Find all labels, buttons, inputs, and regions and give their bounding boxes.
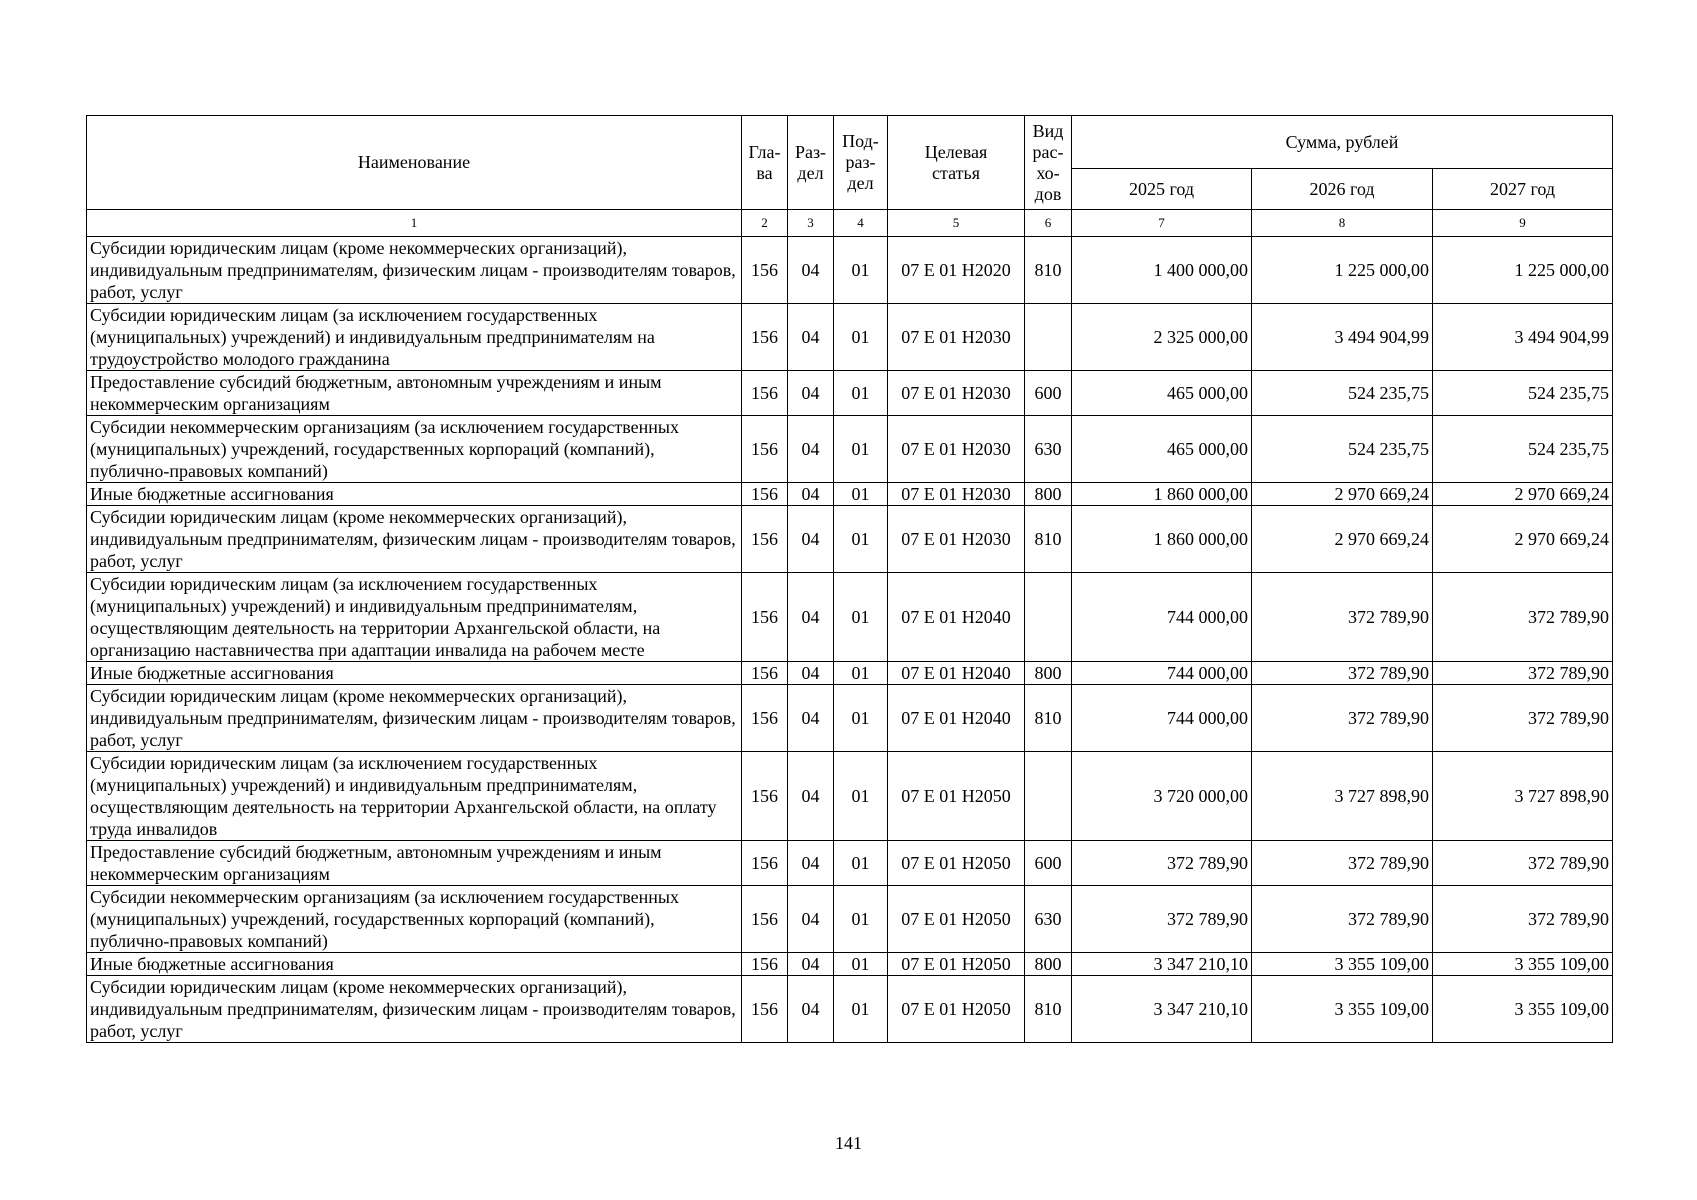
header-2026-label: 2026 год (1309, 178, 1375, 199)
cell-subsection: 01 (834, 506, 888, 573)
cell-chapter: 156 (742, 416, 788, 483)
cell-subsection: 01 (834, 976, 888, 1043)
cell-chapter: 156 (742, 976, 788, 1043)
cell-sum-2026: 2 970 669,24 (1252, 506, 1433, 573)
cell-chapter: 156 (742, 573, 788, 662)
col-num: 9 (1433, 210, 1613, 237)
cell-section: 04 (788, 416, 834, 483)
cell-sum-2025: 465 000,00 (1072, 371, 1252, 416)
cell-section: 04 (788, 886, 834, 953)
budget-table (86, 115, 1613, 1043)
table-row (87, 976, 1613, 1043)
cell-target-article: 07 Е 01 Н2040 (888, 573, 1025, 662)
cell-subsection: 01 (834, 841, 888, 886)
header-sum (1072, 116, 1613, 169)
cell-section: 04 (788, 483, 834, 506)
cell-sum-2026: 2 970 669,24 (1252, 483, 1433, 506)
cell-name: Предоставление субсидий бюджетным, автономным учреждениям и иным некоммерческим организациям (87, 841, 742, 886)
cell-expense-type (1025, 752, 1072, 841)
header-2025-label: 2025 год (1128, 178, 1195, 199)
header-2027-label: 2027 год (1489, 178, 1556, 199)
cell-sum-2026: 372 789,90 (1252, 841, 1433, 886)
header-name (87, 116, 742, 210)
cell-chapter: 156 (742, 662, 788, 685)
cell-sum-2027: 372 789,90 (1433, 886, 1613, 953)
cell-chapter: 156 (742, 371, 788, 416)
cell-sum-2027: 372 789,90 (1433, 573, 1613, 662)
cell-chapter: 156 (742, 685, 788, 752)
header-target (888, 116, 1025, 210)
cell-sum-2027: 3 727 898,90 (1433, 752, 1613, 841)
table-row (87, 752, 1613, 841)
cell-chapter: 156 (742, 752, 788, 841)
cell-target-article: 07 Е 01 Н2030 (888, 506, 1025, 573)
cell-target-article: 07 Е 01 Н2030 (888, 416, 1025, 483)
col-num: 1 (87, 210, 742, 237)
cell-expense-type: 810 (1025, 685, 1072, 752)
cell-sum-2027: 2 970 669,24 (1433, 483, 1613, 506)
cell-sum-2026: 3 355 109,00 (1252, 953, 1433, 976)
cell-sum-2026: 372 789,90 (1252, 662, 1433, 685)
header-2027 (1433, 169, 1613, 210)
header-target-label: Целевая статья (924, 141, 988, 183)
cell-name: Субсидии некоммерческим организациям (за исключением государственных (муниципальных) учреждений, государственных корпораций (компаний), публично-правовых компаний) (87, 416, 742, 483)
cell-subsection: 01 (834, 416, 888, 483)
col-num: 4 (834, 210, 888, 237)
cell-sum-2025: 372 789,90 (1072, 886, 1252, 953)
table-row (87, 483, 1613, 506)
cell-sum-2027: 372 789,90 (1433, 841, 1613, 886)
cell-chapter: 156 (742, 237, 788, 304)
cell-sum-2025: 1 400 000,00 (1072, 237, 1252, 304)
cell-sum-2026: 524 235,75 (1252, 371, 1433, 416)
cell-target-article: 07 Е 01 Н2050 (888, 752, 1025, 841)
cell-section: 04 (788, 304, 834, 371)
cell-sum-2027: 3 355 109,00 (1433, 976, 1613, 1043)
header-chapter-label: Гла- ва (748, 141, 781, 183)
cell-expense-type (1025, 304, 1072, 371)
cell-section: 04 (788, 506, 834, 573)
cell-sum-2026: 3 494 904,99 (1252, 304, 1433, 371)
cell-chapter: 156 (742, 886, 788, 953)
header-subsection (834, 116, 888, 210)
cell-sum-2025: 3 720 000,00 (1072, 752, 1252, 841)
table-row (87, 841, 1613, 886)
cell-section: 04 (788, 237, 834, 304)
header-exp-type (1025, 116, 1072, 210)
cell-section: 04 (788, 685, 834, 752)
cell-subsection: 01 (834, 237, 888, 304)
cell-name: Субсидии юридическим лицам (за исключением государственных (муниципальных) учреждений) и индивидуальным предпринимателям, осуществляющим деятельность на территории Архангельской области, на оплату труда инвалидов (87, 752, 742, 841)
cell-sum-2027: 372 789,90 (1433, 685, 1613, 752)
table-row (87, 886, 1613, 953)
cell-subsection: 01 (834, 304, 888, 371)
cell-section: 04 (788, 662, 834, 685)
cell-section: 04 (788, 841, 834, 886)
col-num: 8 (1252, 210, 1433, 237)
cell-name: Субсидии юридическим лицам (за исключением государственных (муниципальных) учреждений) и индивидуальным предпринимателям на трудоустройство молодого гражданина (87, 304, 742, 371)
cell-subsection: 01 (834, 483, 888, 506)
cell-name: Субсидии юридическим лицам (кроме некоммерческих организаций), индивидуальным предпринимателям, физическим лицам - производителям товаров, работ, услуг (87, 506, 742, 573)
cell-sum-2026: 3 355 109,00 (1252, 976, 1433, 1043)
table-row (87, 506, 1613, 573)
table-row (87, 371, 1613, 416)
cell-sum-2026: 372 789,90 (1252, 886, 1433, 953)
cell-section: 04 (788, 976, 834, 1043)
table-row (87, 416, 1613, 483)
cell-chapter: 156 (742, 304, 788, 371)
table-row (87, 304, 1613, 371)
header-section (788, 116, 834, 210)
cell-expense-type: 600 (1025, 371, 1072, 416)
cell-target-article: 07 Е 01 Н2050 (888, 841, 1025, 886)
cell-sum-2026: 1 225 000,00 (1252, 237, 1433, 304)
table-row (87, 685, 1613, 752)
cell-name: Предоставление субсидий бюджетным, автономным учреждениям и иным некоммерческим организациям (87, 371, 742, 416)
cell-sum-2025: 2 325 000,00 (1072, 304, 1252, 371)
table-body (87, 237, 1613, 1043)
cell-expense-type: 810 (1025, 237, 1072, 304)
cell-expense-type (1025, 573, 1072, 662)
cell-expense-type: 800 (1025, 662, 1072, 685)
cell-sum-2026: 372 789,90 (1252, 685, 1433, 752)
cell-sum-2027: 3 494 904,99 (1433, 304, 1613, 371)
cell-expense-type: 800 (1025, 953, 1072, 976)
cell-sum-2027: 524 235,75 (1433, 416, 1613, 483)
header-section-label: Раз- дел (794, 141, 827, 183)
cell-subsection: 01 (834, 886, 888, 953)
column-number-row (87, 210, 1613, 237)
cell-expense-type: 810 (1025, 506, 1072, 573)
cell-sum-2025: 744 000,00 (1072, 573, 1252, 662)
cell-target-article: 07 Е 01 Н2050 (888, 886, 1025, 953)
table-row (87, 953, 1613, 976)
col-num: 5 (888, 210, 1025, 237)
table-row (87, 573, 1613, 662)
cell-sum-2026: 524 235,75 (1252, 416, 1433, 483)
header-2025 (1072, 169, 1252, 210)
cell-expense-type: 810 (1025, 976, 1072, 1043)
col-num: 3 (788, 210, 834, 237)
cell-sum-2027: 2 970 669,24 (1433, 506, 1613, 573)
header-name-label: Наименование (357, 152, 471, 172)
cell-sum-2025: 3 347 210,10 (1072, 976, 1252, 1043)
cell-name: Иные бюджетные ассигнования (87, 483, 742, 506)
cell-subsection: 01 (834, 953, 888, 976)
cell-sum-2027: 1 225 000,00 (1433, 237, 1613, 304)
cell-sum-2025: 465 000,00 (1072, 416, 1252, 483)
header-2026 (1252, 169, 1433, 210)
cell-chapter: 156 (742, 506, 788, 573)
cell-subsection: 01 (834, 752, 888, 841)
cell-target-article: 07 Е 01 Н2050 (888, 953, 1025, 976)
cell-target-article: 07 Е 01 Н2030 (888, 483, 1025, 506)
cell-name: Субсидии юридическим лицам (кроме некоммерческих организаций), индивидуальным предпринимателям, физическим лицам - производителям товаров, работ, услуг (87, 237, 742, 304)
page-number: 141 (835, 1133, 862, 1153)
cell-target-article: 07 Е 01 Н2030 (888, 304, 1025, 371)
cell-expense-type: 630 (1025, 886, 1072, 953)
cell-target-article: 07 Е 01 Н2050 (888, 976, 1025, 1043)
cell-sum-2025: 744 000,00 (1072, 662, 1252, 685)
table-row (87, 662, 1613, 685)
cell-name: Субсидии юридическим лицам (за исключением государственных (муниципальных) учреждений) и индивидуальным предпринимателям, осуществляющим деятельность на территории Архангельской области, на организацию наставничества при адаптации инвалида на рабочем месте (87, 573, 742, 662)
cell-name: Иные бюджетные ассигнования (87, 953, 742, 976)
cell-sum-2027: 3 355 109,00 (1433, 953, 1613, 976)
header-exp-type-label: Вид рас- хо- дов (1032, 120, 1064, 204)
cell-section: 04 (788, 752, 834, 841)
cell-expense-type: 800 (1025, 483, 1072, 506)
col-num: 7 (1072, 210, 1252, 237)
cell-expense-type: 600 (1025, 841, 1072, 886)
cell-target-article: 07 Е 01 Н2040 (888, 662, 1025, 685)
cell-subsection: 01 (834, 371, 888, 416)
cell-expense-type: 630 (1025, 416, 1072, 483)
cell-sum-2026: 3 727 898,90 (1252, 752, 1433, 841)
col-num: 6 (1025, 210, 1072, 237)
header-chapter (742, 116, 788, 210)
cell-chapter: 156 (742, 953, 788, 976)
cell-sum-2025: 3 347 210,10 (1072, 953, 1252, 976)
cell-subsection: 01 (834, 662, 888, 685)
header-subsection-label: Под- раз- дел (842, 131, 879, 193)
cell-sum-2025: 372 789,90 (1072, 841, 1252, 886)
cell-subsection: 01 (834, 573, 888, 662)
cell-target-article: 07 Е 01 Н2030 (888, 371, 1025, 416)
cell-chapter: 156 (742, 483, 788, 506)
cell-chapter: 156 (742, 841, 788, 886)
cell-section: 04 (788, 371, 834, 416)
cell-section: 04 (788, 573, 834, 662)
cell-sum-2025: 1 860 000,00 (1072, 483, 1252, 506)
cell-section: 04 (788, 953, 834, 976)
cell-sum-2025: 1 860 000,00 (1072, 506, 1252, 573)
cell-target-article: 07 Е 01 Н2020 (888, 237, 1025, 304)
cell-sum-2025: 744 000,00 (1072, 685, 1252, 752)
cell-name: Субсидии юридическим лицам (кроме некоммерческих организаций), индивидуальным предпринимателям, физическим лицам - производителям товаров, работ, услуг (87, 976, 742, 1043)
cell-subsection: 01 (834, 685, 888, 752)
cell-name: Иные бюджетные ассигнования (87, 662, 742, 685)
table-row (87, 237, 1613, 304)
cell-name: Субсидии некоммерческим организациям (за исключением государственных (муниципальных) учреждений, государственных корпораций (компаний), публично-правовых компаний) (87, 886, 742, 953)
cell-target-article: 07 Е 01 Н2040 (888, 685, 1025, 752)
cell-name: Субсидии юридическим лицам (кроме некоммерческих организаций), индивидуальным предпринимателям, физическим лицам - производителям товаров, работ, услуг (87, 685, 742, 752)
cell-sum-2027: 372 789,90 (1433, 662, 1613, 685)
cell-sum-2026: 372 789,90 (1252, 573, 1433, 662)
col-num: 2 (742, 210, 788, 237)
header-sum-label: Сумма, рублей (1285, 131, 1399, 152)
cell-sum-2027: 524 235,75 (1433, 371, 1613, 416)
